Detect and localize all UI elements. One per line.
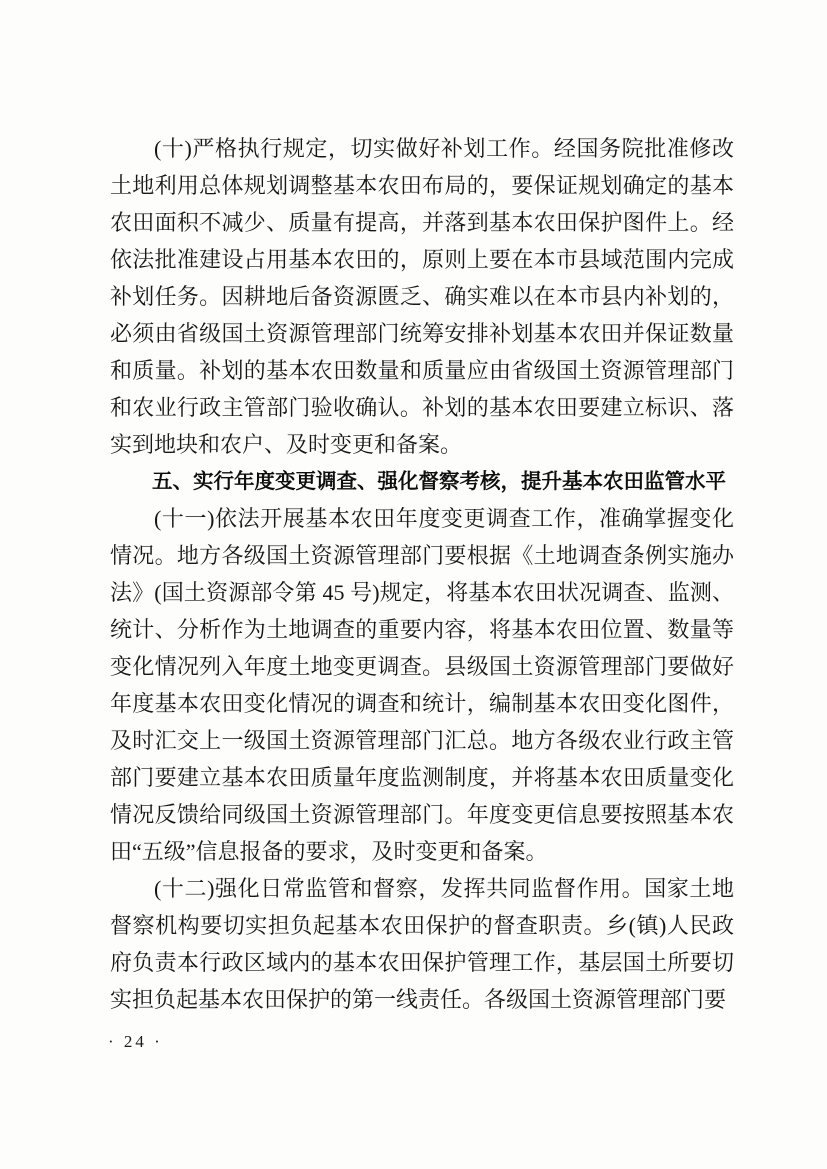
paragraph-clause-11: (十一)依法开展基本农田年度变更调查工作，准确掌握变化情况。地方各级国土资源管理部门要根据《土地调查条例实施办法》(国土资源部令第 45 号)规定，将基本农田状况调查、监测、统计、分析作为土地调查的重要内容，将基本农田位置、数量等变化情况列入年度土地变更调查。县级国土资源管理部门要做好年度基本农田变化情况的调查和统计，编制基本农田变化图件，及时汇交上一级国土资源管理部门汇总。地方各级农业行政主管部门要建立基本农田质量年度监测制度，并将基本农田质量变化情况反馈给同级国土资源管理部门。年度变更信息要按照基本农田“五级”信息报备的要求，及时变更和备案。 (110, 506, 734, 864)
page-number: · 24 · (108, 1032, 163, 1051)
text-block (110, 130, 734, 1018)
section-heading-5: 五、实行年度变更调查、强化督察考核，提升基本农田监管水平 (152, 470, 727, 493)
paragraph-clause-10: (十)严格执行规定，切实做好补划工作。经国务院批准修改土地利用总体规划调整基本农田布局的，要保证规划确定的基本农田面积不减少、质量有提高，并落到基本农田保护图件上。经依法批准建设占用基本农田的，原则上要在本市县域范围内完成补划任务。因耕地后备资源匮乏、确实难以在本市县内补划的，必须由省级国土资源管理部门统筹安排补划基本农田并保证数量和质量。补划的基本农田数量和质量应由省级国土资源管理部门和农业行政主管部门验收确认。补划的基本农田要建立标识、落实到地块和农户、及时变更和备案。 (110, 136, 734, 457)
paragraph-clause-12: (十二)强化日常监管和督察，发挥共同监督作用。国家土地督察机构要切实担负起基本农田保护的督查职责。乡(镇)人民政府负责本行政区域内的基本农田保护管理工作，基层国土所要切实担负起基本农田保护的第一线责任。各级国土资源管理部门要 (110, 876, 734, 1012)
